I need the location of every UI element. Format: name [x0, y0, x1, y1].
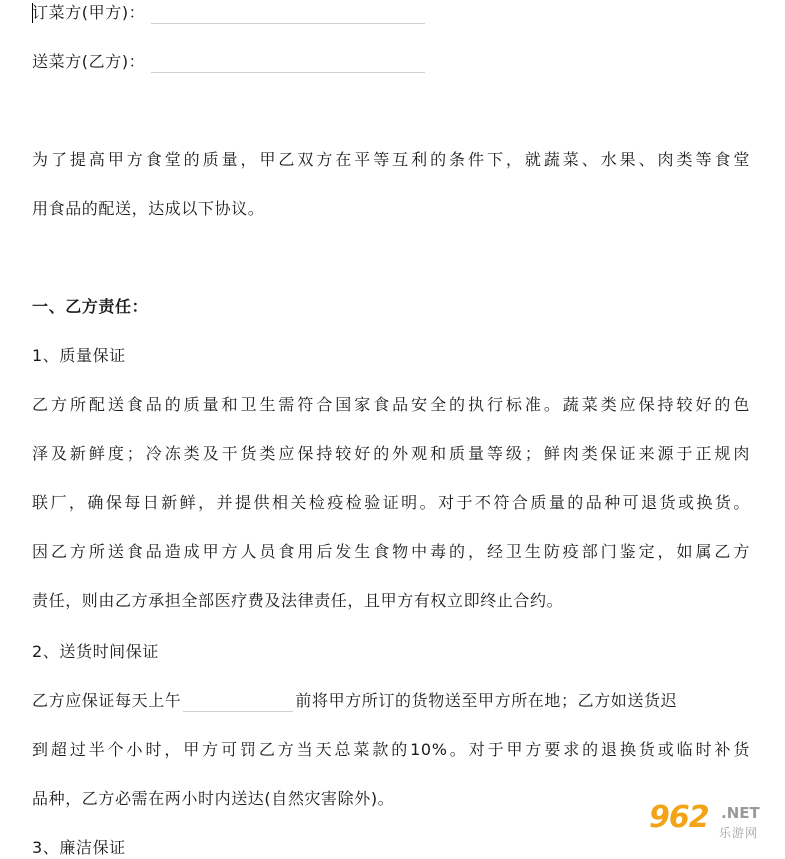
intro-line-1: 为了提高甲方食堂的质量，甲乙双方在平等互利的条件下，就蔬菜、水果、肉类等食堂 [32, 150, 750, 169]
delivery-line-1-before: 乙方应保证每天上午 [32, 691, 182, 710]
quality-line-4: 因乙方所送食品造成甲方人员食用后发生食物中毒的，经卫生防疫部门鉴定，如属乙方 [32, 542, 750, 561]
quality-line-1: 乙方所配送食品的质量和卫生需符合国家食品安全的执行标准。蔬菜类应保持较好的色 [32, 395, 750, 414]
delivery-line-1-after: 前将甲方所订的货物送至甲方所在地；乙方如送货迟 [295, 691, 678, 710]
quality-title: 1、质量保证 [32, 346, 126, 365]
quality-line-5: 责任，则由乙方承担全部医疗费及法律责任，且甲方有权立即终止合约。 [32, 591, 564, 610]
quality-line-2: 泽及新鲜度；冷冻类及干货类应保持较好的外观和质量等级；鲜肉类保证来源于正规肉 [32, 444, 750, 463]
watermark-subtitle: 乐游网 [719, 826, 759, 840]
watermark-suffix: .NET [721, 804, 760, 822]
supplier-line [32, 51, 425, 73]
delivery-line-1 [32, 690, 677, 712]
delivery-time-blank [183, 693, 293, 712]
delivery-line-3: 品种，乙方必需在两小时内送达(自然灾害除外)。 [32, 789, 395, 808]
supplier-blank [151, 54, 425, 73]
orderer-line [32, 2, 425, 24]
watermark-brand: 962 [649, 800, 709, 835]
integrity-title-partial: 3、廉洁保证 [32, 838, 126, 857]
section-1-heading: 一、乙方责任： [32, 297, 149, 316]
quality-line-3: 联厂，确保每日新鲜，并提供相关检疫检验证明。对于不符合质量的品种可退货或换货。 [32, 493, 750, 512]
delivery-title: 2、送货时间保证 [32, 642, 159, 661]
delivery-line-2: 到超过半个小时，甲方可罚乙方当天总菜款的10%。对于甲方要求的退换货或临时补货 [32, 740, 750, 759]
intro-line-2: 用食品的配送，达成以下协议。 [32, 199, 265, 218]
supplier-label: 送菜方(乙方)： [32, 52, 146, 71]
orderer-blank [151, 5, 425, 24]
site-watermark [649, 800, 779, 846]
orderer-label: 订菜方(甲方)： [32, 3, 146, 22]
